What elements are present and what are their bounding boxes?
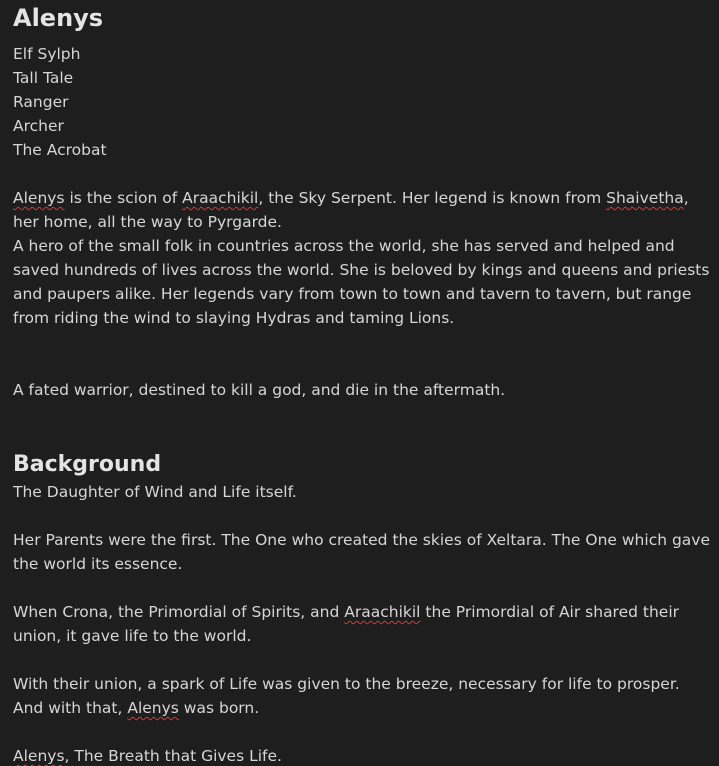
- blank-line: [13, 354, 711, 378]
- intro-paragraph-2: A hero of the small folk in countries across the world, she has served and helped and saved hundreds of lives across the world. She is beloved by kings and queens and priests and paupers alike. Her legends vary from town to town and tavern to tavern, but range from riding the wind to slaying Hydras and taming Lions.: [13, 237, 710, 327]
- misspelled-word[interactable]: Araachikil: [182, 189, 259, 207]
- misspelled-word[interactable]: Shaivetha: [606, 189, 684, 207]
- text-run: is the scion of: [64, 189, 183, 207]
- misspelled-word[interactable]: Alenys: [127, 699, 179, 717]
- background-paragraph-1: The Daughter of Wind and Life itself.: [13, 483, 297, 501]
- misspelled-word[interactable]: Araachikil: [344, 603, 421, 621]
- text-run: With their union, a spark of Life was given to the breeze, necessary for life to prosper. And with that,: [13, 675, 680, 717]
- blank-line: [13, 162, 711, 186]
- trait-line: Elf Sylph: [13, 45, 81, 63]
- blank-line: [13, 720, 711, 744]
- background-paragraph-4: [13, 672, 711, 720]
- text-run: was born.: [178, 699, 260, 717]
- misspelled-word[interactable]: Alenys: [13, 189, 65, 207]
- misspelled-word[interactable]: Alenys: [13, 747, 65, 765]
- text-run: the Primordial of Air shared their union, it gave life to the world.: [13, 603, 680, 645]
- blank-line: [13, 648, 711, 672]
- background-paragraph-5: [13, 744, 711, 766]
- blank-line: [13, 576, 711, 600]
- trait-line: Tall Tale: [13, 69, 74, 87]
- traits-list: [13, 42, 711, 162]
- text-run: , the Sky Serpent. Her legend is known from: [258, 189, 607, 207]
- background-paragraph-2: Her Parents were the first. The One who created the skies of Xeltara. The One which gave the world its essence.: [13, 531, 711, 573]
- text-run: , The Breath that Gives Life.: [64, 747, 282, 765]
- section-heading-background: Background: [13, 452, 162, 477]
- background-paragraph-3: [13, 600, 711, 648]
- blank-line: [13, 330, 711, 354]
- text-run: When Crona, the Primordial of Spirits, and: [13, 603, 345, 621]
- intro-paragraph-3: A fated warrior, destined to kill a god, and die in the aftermath.: [13, 381, 506, 399]
- blank-line: [13, 402, 711, 426]
- page-title: Alenys: [13, 4, 104, 32]
- trait-line: The Acrobat: [13, 141, 107, 159]
- trait-line: Ranger: [13, 93, 69, 111]
- intro-paragraph-1: [13, 186, 711, 234]
- text-run: , her home, all the way to Pyrgarde.: [13, 189, 689, 231]
- trait-line: Archer: [13, 117, 64, 135]
- blank-line: [13, 504, 711, 528]
